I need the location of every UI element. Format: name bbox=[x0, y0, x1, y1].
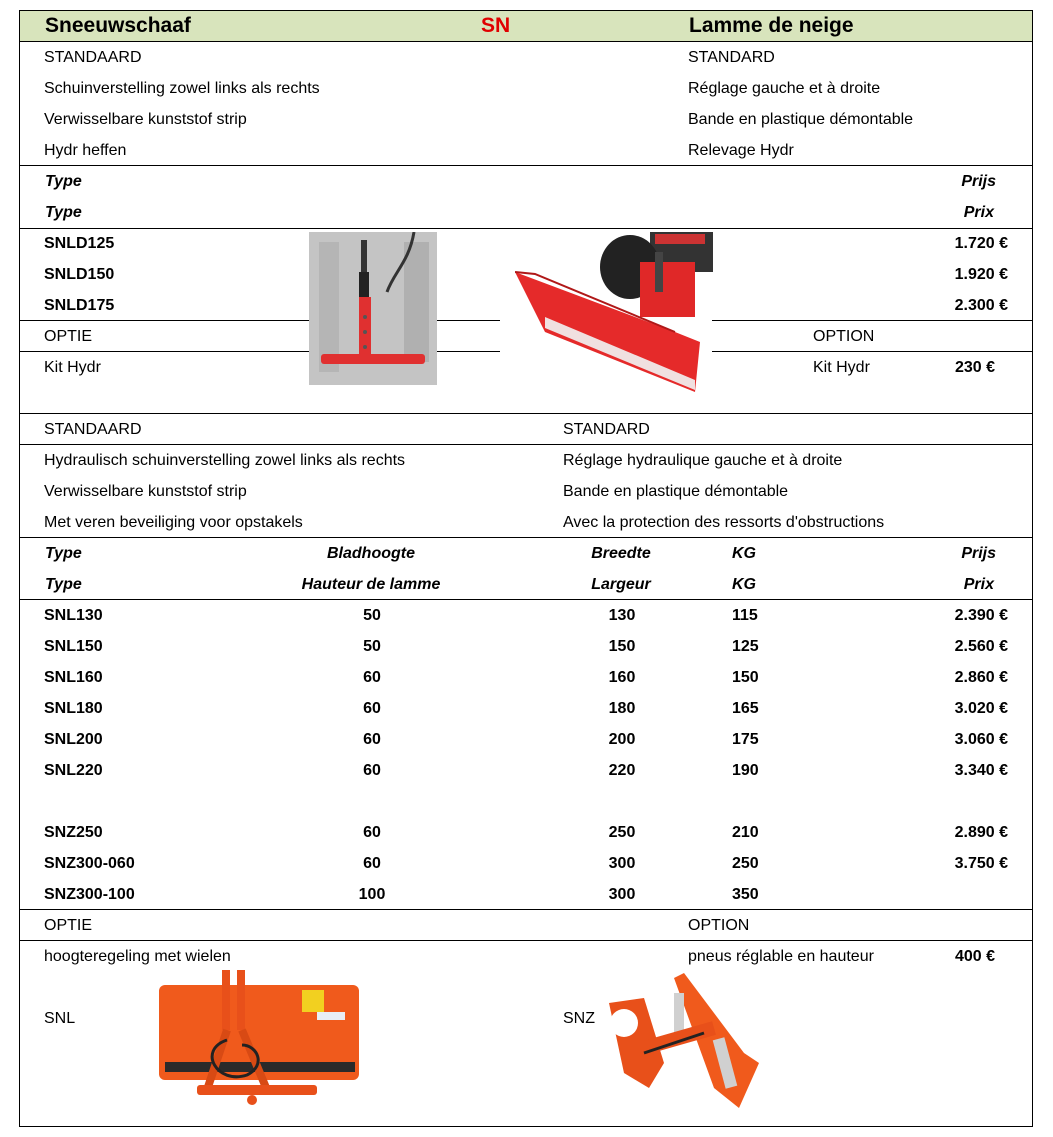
height-cell: 60 bbox=[363, 669, 381, 686]
model-label-snl: SNL bbox=[44, 1010, 76, 1027]
standard-label-fr: STANDARD bbox=[688, 49, 775, 66]
type-cell: SNL150 bbox=[44, 638, 103, 655]
col-kg-nl: KG bbox=[732, 545, 756, 562]
width-cell: 180 bbox=[608, 700, 636, 717]
divider bbox=[712, 351, 1032, 352]
type-cell: SNZ250 bbox=[44, 824, 103, 841]
type-cell: SNL220 bbox=[44, 762, 103, 779]
col-type-fr: Type bbox=[45, 576, 82, 593]
height-cell: 60 bbox=[363, 855, 381, 872]
width-cell: 150 bbox=[608, 638, 636, 655]
col-price-fr: Prix bbox=[963, 204, 994, 221]
price-cell: 1.720 € bbox=[954, 235, 1008, 252]
kg-cell: 190 bbox=[732, 762, 759, 779]
model-label-snz: SNZ bbox=[563, 1010, 595, 1027]
width-cell: 300 bbox=[608, 886, 636, 903]
col-width-fr: Largeur bbox=[591, 576, 651, 593]
divider bbox=[20, 909, 1032, 910]
option-label-fr: OPTION bbox=[813, 328, 875, 345]
type-cell: SNL200 bbox=[44, 731, 103, 748]
price-cell: 2.560 € bbox=[954, 638, 1008, 655]
type-cell: SNLD150 bbox=[44, 266, 115, 283]
type-cell: SNLD175 bbox=[44, 297, 115, 314]
price-cell: 2.860 € bbox=[954, 669, 1008, 686]
divider bbox=[20, 228, 1032, 229]
col-price-fr: Prix bbox=[963, 576, 994, 593]
type-cell: SNZ300-060 bbox=[44, 855, 135, 872]
price-cell: 2.300 € bbox=[954, 297, 1008, 314]
col-type-nl: Type bbox=[45, 545, 82, 562]
type-cell: SNLD125 bbox=[44, 235, 115, 252]
snow-blade-snz-photo bbox=[604, 973, 764, 1108]
width-cell: 300 bbox=[608, 855, 636, 872]
option-label-nl: OPTIE bbox=[44, 328, 93, 345]
option-price: 400 € bbox=[955, 948, 996, 965]
type-cell: SNL180 bbox=[44, 700, 103, 717]
height-cell: 60 bbox=[363, 762, 381, 779]
hydraulic-kit-photo bbox=[309, 232, 437, 385]
feature-nl: Met veren beveiliging voor opstakels bbox=[44, 514, 303, 531]
feature-nl: Hydr heffen bbox=[44, 142, 127, 159]
price-cell: 3.020 € bbox=[954, 700, 1008, 717]
standard-label-nl: STANDAARD bbox=[44, 421, 142, 438]
feature-fr: Bande en plastique démontable bbox=[563, 483, 789, 500]
height-cell: 50 bbox=[363, 638, 381, 655]
option-price: 230 € bbox=[955, 359, 996, 376]
kg-cell: 165 bbox=[732, 700, 759, 717]
width-cell: 220 bbox=[608, 762, 636, 779]
kg-cell: 115 bbox=[732, 607, 758, 624]
kg-cell: 150 bbox=[732, 669, 759, 686]
snow-blade-snl-photo bbox=[157, 970, 362, 1110]
feature-nl: Verwisselbare kunststof strip bbox=[44, 111, 247, 128]
col-blade-height-nl: Bladhoogte bbox=[327, 545, 415, 562]
feature-nl: Schuinverstelling zowel links als rechts bbox=[44, 80, 320, 97]
width-cell: 130 bbox=[608, 607, 636, 624]
price-cell: 2.890 € bbox=[954, 824, 1008, 841]
col-width-nl: Breedte bbox=[591, 545, 651, 562]
option-item-nl: Kit Hydr bbox=[44, 359, 101, 376]
price-cell: 1.920 € bbox=[954, 266, 1008, 283]
divider bbox=[20, 413, 1032, 414]
divider bbox=[20, 537, 1032, 538]
kg-cell: 175 bbox=[732, 731, 759, 748]
height-cell: 60 bbox=[363, 700, 381, 717]
title-french: Lamme de neige bbox=[689, 14, 854, 37]
width-cell: 250 bbox=[608, 824, 636, 841]
width-cell: 200 bbox=[608, 731, 636, 748]
feature-nl: Hydraulisch schuinverstelling zowel links als rechts bbox=[44, 452, 406, 469]
price-cell: 3.750 € bbox=[954, 855, 1008, 872]
col-blade-height-fr: Hauteur de lamme bbox=[301, 576, 441, 593]
feature-fr: Relevage Hydr bbox=[688, 142, 794, 159]
type-cell: SNZ300-100 bbox=[44, 886, 135, 903]
feature-fr: Réglage gauche et à droite bbox=[688, 80, 881, 97]
height-cell: 60 bbox=[363, 824, 381, 841]
standard-label-fr: STANDARD bbox=[563, 421, 650, 438]
divider bbox=[20, 599, 1032, 600]
kg-cell: 350 bbox=[732, 886, 759, 903]
type-cell: SNL130 bbox=[44, 607, 103, 624]
kg-cell: 250 bbox=[732, 855, 759, 872]
feature-nl: Verwisselbare kunststof strip bbox=[44, 483, 247, 500]
divider bbox=[712, 320, 1032, 321]
feature-fr: Réglage hydraulique gauche et à droite bbox=[563, 452, 843, 469]
option-label-nl: OPTIE bbox=[44, 917, 93, 934]
height-cell: 100 bbox=[358, 886, 386, 903]
divider bbox=[20, 940, 1032, 941]
price-cell: 3.060 € bbox=[954, 731, 1008, 748]
col-price-nl: Prijs bbox=[961, 545, 996, 562]
col-type-nl: Type bbox=[45, 173, 82, 190]
price-cell: 2.390 € bbox=[954, 607, 1008, 624]
option-item-fr: Kit Hydr bbox=[813, 359, 870, 376]
type-cell: SNL160 bbox=[44, 669, 103, 686]
divider bbox=[20, 444, 1032, 445]
kg-cell: 125 bbox=[732, 638, 759, 655]
col-price-nl: Prijs bbox=[961, 173, 996, 190]
standard-label-nl: STANDAARD bbox=[44, 49, 142, 66]
option-item-fr: pneus réglable en hauteur bbox=[688, 948, 874, 965]
price-cell: 3.340 € bbox=[954, 762, 1008, 779]
width-cell: 160 bbox=[608, 669, 636, 686]
product-code: SN bbox=[481, 14, 511, 37]
kg-cell: 210 bbox=[732, 824, 759, 841]
col-kg-fr: KG bbox=[732, 576, 756, 593]
height-cell: 60 bbox=[363, 731, 381, 748]
col-type-fr: Type bbox=[45, 204, 82, 221]
divider bbox=[20, 165, 1032, 166]
snow-blade-snld-photo bbox=[515, 232, 713, 397]
feature-fr: Bande en plastique démontable bbox=[688, 111, 914, 128]
option-label-fr: OPTION bbox=[688, 917, 750, 934]
height-cell: 50 bbox=[363, 607, 381, 624]
feature-fr: Avec la protection des ressorts d'obstructions bbox=[563, 514, 885, 531]
option-item-nl: hoogteregeling met wielen bbox=[44, 948, 231, 965]
title-dutch: Sneeuwschaaf bbox=[45, 14, 191, 37]
